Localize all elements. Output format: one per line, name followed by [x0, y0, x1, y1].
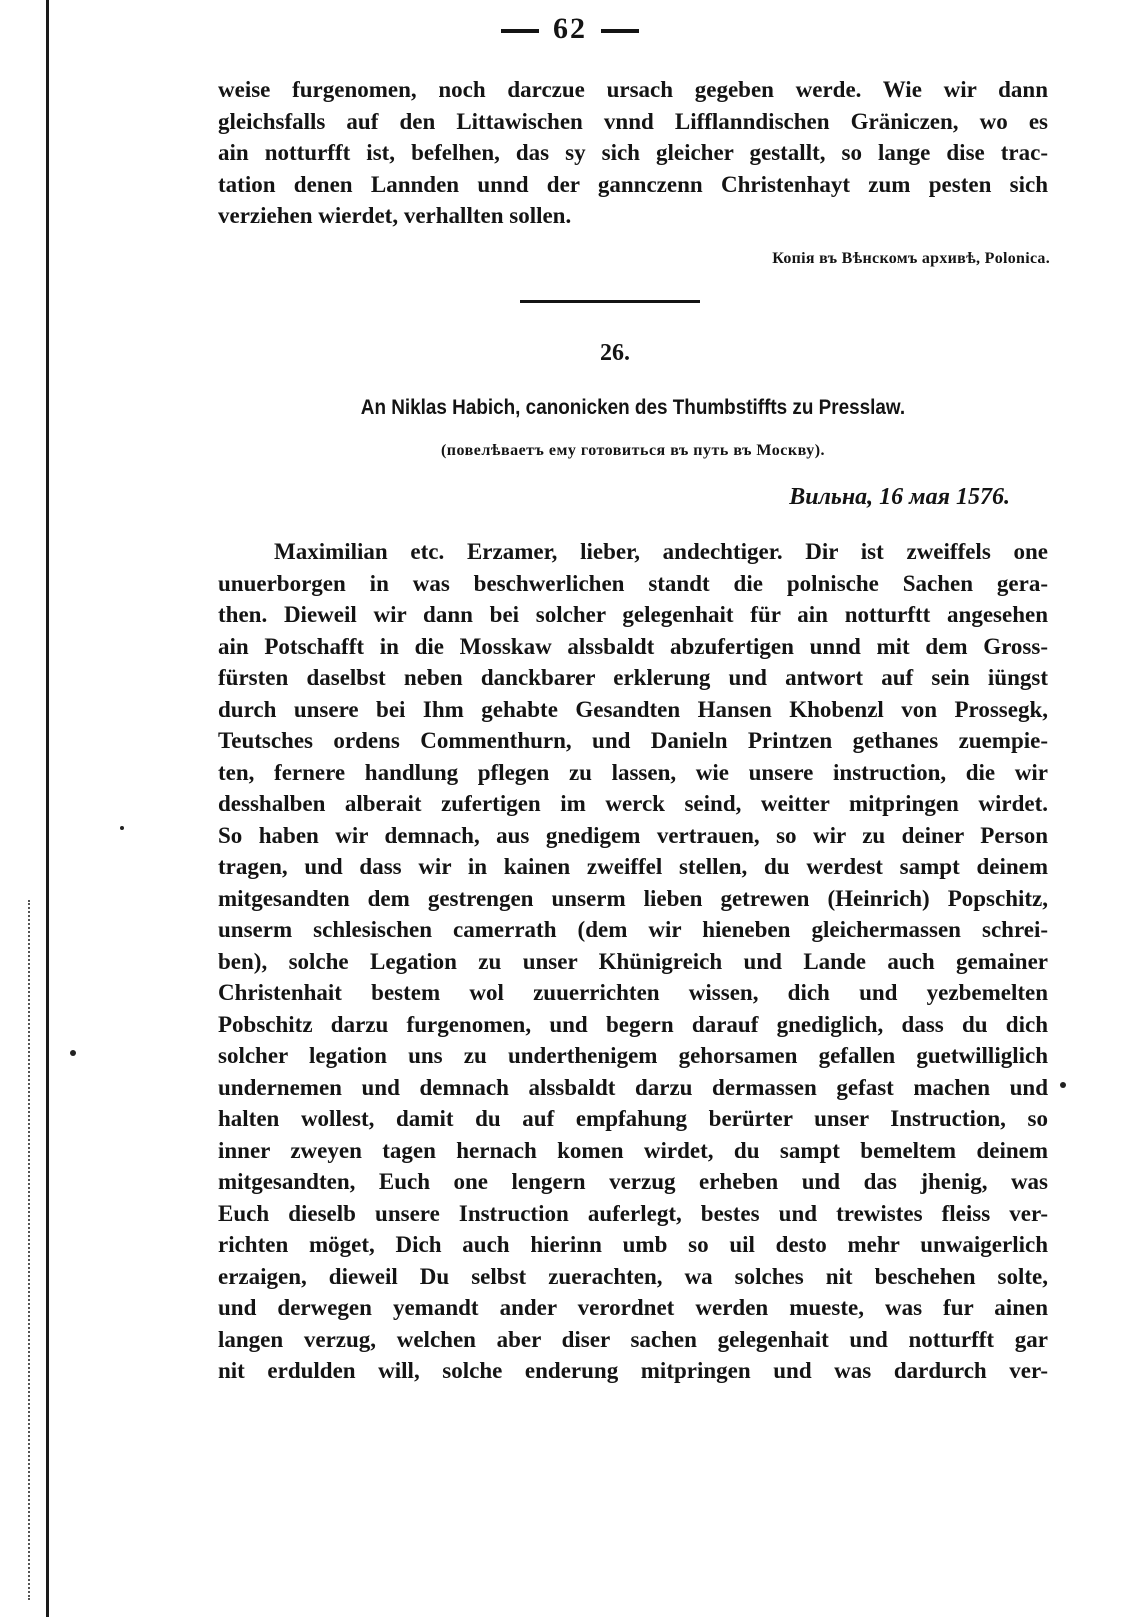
document-heading: An Niklas Habich, canonicken des Thumbstiffts zu Presslaw.	[360, 396, 906, 419]
text-line: undernemen und demnach alssbaldt darzu dermassen gefast machen und	[218, 1074, 1048, 1100]
text-line: So haben wir demnach, aus gnedigem vertrauen, so wir zu deiner Person	[218, 822, 1048, 848]
text-line: tragen, und dass wir in kainen zweiffel stellen, du werdest sampt deinem	[218, 854, 1048, 879]
ink-speck	[120, 826, 124, 830]
binding-edge-line	[46, 0, 49, 1617]
text-line: Christenhait bestem wol zuuerrichten wissen, dich und yezbemelten	[218, 980, 1048, 1005]
text-line: erzaigen, dieweil Du selbst zuerachten, wa solches nit beschehen solte,	[218, 1263, 1048, 1289]
text-line: ain notturfft ist, befelhen, das sy sich gleicher gestallt, so lange dise trac-	[218, 140, 1048, 165]
binding-edge-dots	[28, 900, 34, 1600]
text-line: halten wollest, damit du auf empfahung berürter unser Instruction, so	[218, 1106, 1048, 1131]
left-dash	[501, 29, 539, 33]
document-number: 26.	[600, 340, 630, 366]
text-line: unuerborgen in was beschwerlichen standt die polnische Sachen gera-	[218, 570, 1048, 596]
text-line: langen verzug, welchen aber diser sachen gelegenhait und notturfft gar	[218, 1326, 1048, 1352]
text-line: ben), solche Legation zu unser Khünigreich und Lande auch gemainer	[218, 948, 1048, 974]
text-line: solcher legation uns zu underthenigem gehorsamen gefallen guetwilliglich	[218, 1043, 1048, 1068]
text-line: Pobschitz darzu furgenomen, und begern darauf gnediglich, dass du dich	[218, 1011, 1048, 1037]
text-line: weise furgenomen, noch darczue ursach gegeben werde. Wie wir dann	[218, 77, 1048, 102]
source-note: Копія въ Вѣнскомъ архивѣ, Polonica.	[772, 250, 1050, 267]
text-line: fürsten daselbst neben danckbarer erklerung und antwort auf sein iüngst	[218, 665, 1048, 690]
text-line: ain Potschafft in die Mosskaw alssbaldt abzufertigen unnd mit dem Gross-	[218, 633, 1048, 659]
text-line: nit erdulden will, solche enderung mitpringen und was dardurch ver-	[218, 1358, 1048, 1383]
right-dash	[601, 29, 639, 33]
text-line: Maximilian etc. Erzamer, lieber, andechtiger. Dir ist zweiffels one	[274, 539, 1048, 564]
text-line: gleichsfalls auf den Littawischen vnnd Lifflanndischen Gräniczen, wo es	[218, 108, 1048, 134]
main-paragraph-block	[218, 536, 1048, 1387]
text-line: mitgesandten dem gestrengen unserm lieben getrewen (Heinrich) Popschitz,	[218, 885, 1048, 911]
text-line: Euch dieselb unsere Instruction auferlegt, bestes und trewistes fleiss ver-	[218, 1200, 1048, 1226]
ink-speck	[70, 1050, 76, 1056]
text-line: tation denen Lannden unnd der gannczenn Christenhayt zum pesten sich	[218, 171, 1048, 197]
text-line: unserm schlesischen camerrath (dem wir hieneben gleichermassen schrei-	[218, 917, 1048, 942]
section-divider	[520, 300, 700, 303]
text-line: then. Dieweil wir dann bei solcher gelegenhait für ain notturftt angesehen	[218, 602, 1048, 627]
text-line: desshalben alberait zufertigen im werck seind, weitter mitpringen wirdet.	[218, 791, 1048, 816]
top-paragraph	[218, 74, 1048, 232]
text-line: inner zweyen tagen hernach komen wirdet, du sampt bemeltem deinem	[218, 1137, 1048, 1163]
page-number: 62	[553, 12, 587, 45]
text-line: mitgesandten, Euch one lengern verzug erheben und das jhenig, was	[218, 1169, 1048, 1194]
place-date: Вильна, 16 мая 1576.	[789, 484, 1010, 510]
text-line: verziehen wierdet, verhallten sollen.	[218, 203, 572, 228]
text-line: und derwegen yemandt ander verordnet werden mueste, was fur ainen	[218, 1295, 1048, 1320]
main-paragraph	[218, 536, 1048, 1387]
text-line: richten möget, Dich auch hierinn umb so uil desto mehr unwaigerlich	[218, 1232, 1048, 1257]
document-subheading: (повелѣваетъ ему готовиться въ путь въ Москву).	[440, 442, 826, 459]
text-line: durch unsere bei Ihm gehabte Gesandten Hansen Khobenzl von Prossegk,	[218, 696, 1048, 722]
text-line: ten, fernere handlung pflegen zu lassen, wie unsere instruction, die wir	[218, 759, 1048, 785]
ink-speck	[1060, 1082, 1066, 1088]
page-number-header	[0, 12, 1140, 46]
top-paragraph-block	[218, 74, 1048, 232]
text-line: Teutsches ordens Commenthurn, und Danieln Printzen gethanes zuempie-	[218, 728, 1048, 753]
